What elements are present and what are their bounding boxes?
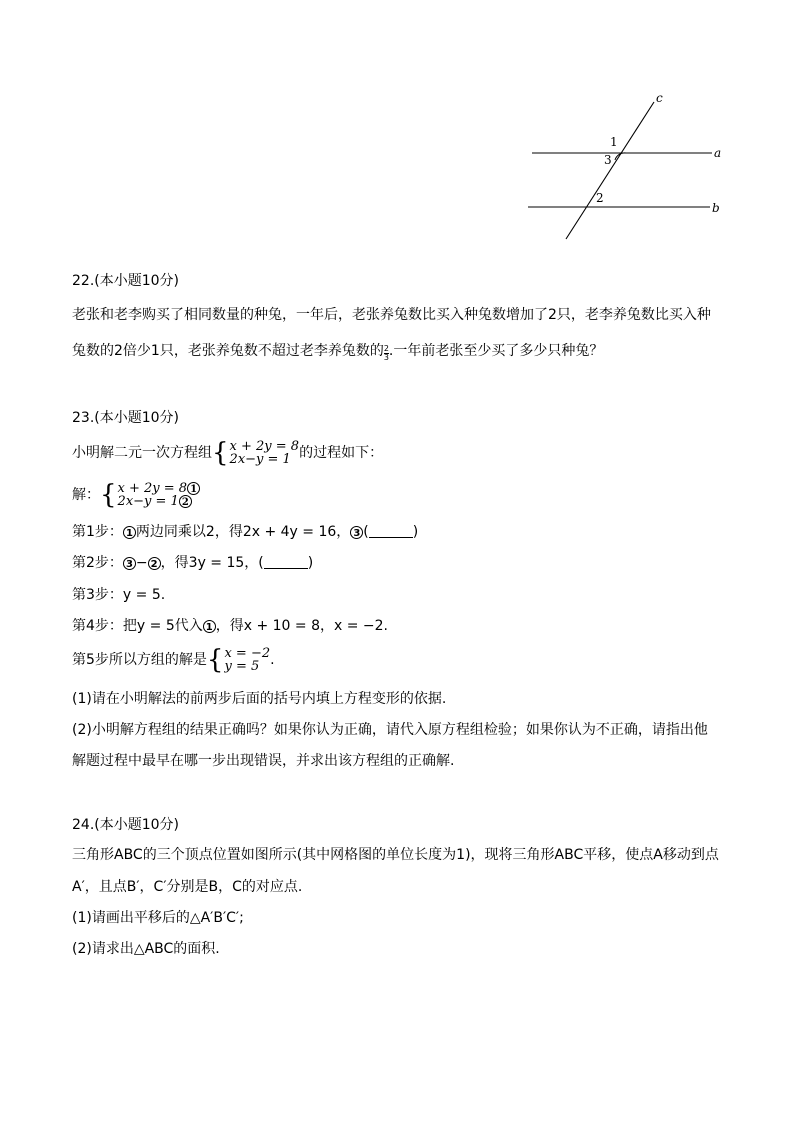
circle-2: 2 — [148, 557, 161, 570]
equation-system: { x + 2y = 8 2x−y = 1 — [212, 438, 300, 468]
q23-step3: 第3步：y = 5. — [72, 587, 166, 603]
label-angle-3: 3 — [604, 153, 612, 167]
q23-step1 — [72, 522, 418, 542]
q22-line1: 老张和老李购买了相同数量的种兔，一年后，老张养兔数比买入种兔数增加了2只，老李养兔数比买入种 — [72, 307, 711, 323]
circle-3: 3 — [123, 557, 136, 570]
frac-num: 2 — [383, 344, 389, 353]
parallel-lines-figure — [520, 88, 730, 248]
q23-part2-line2: 解题过程中最早在哪一步出现错误，并求出该方程组的正确解. — [72, 753, 455, 769]
answer-blank-2[interactable] — [264, 554, 308, 569]
q22-line2-pre: 兔数的2倍少1只，老张养兔数不超过老李养兔数的 — [72, 343, 384, 359]
q22-line2 — [72, 341, 603, 362]
q23-step5 — [72, 647, 275, 673]
q23-part1: (1)请在小明解法的前两步后面的括号内填上方程变形的依据. — [72, 691, 447, 707]
q23-title: 23.(本小题10分) — [72, 410, 180, 426]
circle-1: 1 — [187, 482, 200, 495]
circle-1: 1 — [203, 620, 216, 633]
step2-end: ) — [307, 555, 314, 571]
step5-pre: 第5步所以方组的解是 — [72, 652, 207, 668]
solution-system: { x + 2y = 8 1 2x−y = 1 2 — [100, 482, 200, 508]
q23-part2-line1: (2)小明解方程组的结果正确吗？如果你认为正确，请代入原方程组检验；如果你认为不正确，请指出他 — [72, 722, 708, 738]
label-angle-1: 1 — [610, 135, 618, 149]
label-a: a — [714, 146, 722, 160]
q24-title: 24.(本小题10分) — [72, 817, 180, 833]
label-angle-2: 2 — [596, 191, 604, 205]
q23-intro — [72, 440, 383, 466]
q22-line2-post: .一年前老张至少买了多少只种兔？ — [388, 343, 604, 359]
sol-eq1: x + 2y = 8 — [117, 481, 188, 496]
eq1: x + 2y = 8 — [229, 439, 300, 454]
step2-pre: 第2步： — [72, 555, 123, 571]
step5-eq2: y = 5 — [224, 659, 260, 674]
q24-part2: (2)请求出△ABC的面积. — [72, 941, 220, 957]
q23-solution — [72, 482, 200, 508]
q23-intro-pre: 小明解二元一次方程组 — [72, 445, 212, 461]
frac-den: 3 — [383, 353, 389, 362]
step1-mid: 两边同乘以2，得2x + 4y = 16， — [135, 524, 351, 540]
sol-label: 解： — [72, 487, 100, 503]
q24-part1: (1)请画出平移后的△A′B′C′; — [72, 910, 244, 926]
answer-system: { x = −2 y = 5 — [206, 645, 271, 675]
q23-step4 — [72, 616, 388, 636]
step1-post: ( — [363, 524, 369, 540]
q23-step2 — [72, 553, 313, 573]
sol-eq2: 2x−y = 1 — [117, 494, 179, 509]
answer-blank-1[interactable] — [369, 523, 413, 538]
step4-pre: 第4步：把y = 5代入 — [72, 618, 203, 634]
q23-intro-post: 的过程如下： — [299, 445, 384, 461]
step2-mid: ，得3y = 15，( — [160, 555, 264, 571]
label-b: b — [712, 201, 720, 215]
step1-end: ) — [412, 524, 419, 540]
eq2: 2x−y = 1 — [229, 452, 291, 467]
angle-arc — [615, 153, 626, 160]
step5-eq1: x = −2 — [224, 646, 271, 661]
label-c: c — [656, 91, 663, 105]
step5-post: . — [270, 652, 275, 668]
step4-post: ，得x + 10 = 8，x = −2. — [215, 618, 389, 634]
circle-3: 3 — [350, 526, 363, 539]
line-c — [566, 102, 654, 239]
circle-2: 2 — [179, 495, 192, 508]
circle-1: 1 — [123, 526, 136, 539]
step1-pre: 第1步： — [72, 524, 123, 540]
q24-line1: 三角形ABC的三个顶点位置如图所示(其中网格图的单位长度为1)，现将三角形ABC平移，使点A移动到点 — [72, 847, 719, 863]
q22-title: 22.(本小题10分) — [72, 273, 180, 289]
q24-line2: A′，且点B′，C′分别是B，C的对应点. — [72, 879, 303, 895]
step2-minus: − — [135, 555, 148, 571]
